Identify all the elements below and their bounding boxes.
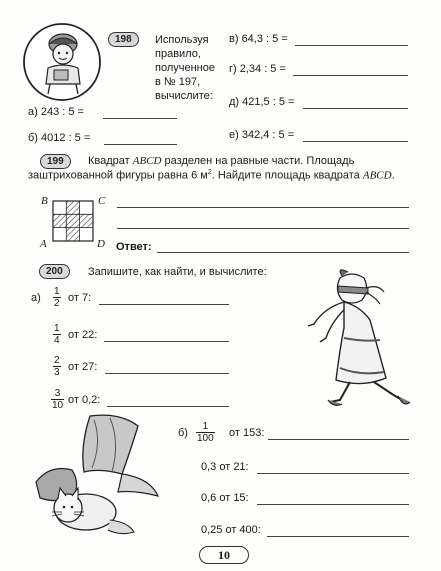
task-200-a2: от 22: — [68, 329, 98, 341]
instruction-line: вычислите: — [155, 90, 213, 102]
task-200-b1: от 153: — [229, 427, 265, 439]
exercise-number-badge: 198 — [108, 32, 139, 47]
fraction: $\frac{3}{10}$ — [52, 388, 64, 411]
fraction: $\frac{1}{100}$ — [197, 421, 214, 444]
solution-line[interactable] — [117, 207, 409, 208]
fraction: $\frac{1}{2}$ — [54, 286, 60, 309]
task-200-a4: от 0,2: — [68, 394, 101, 406]
task-200-a1: от 7: — [68, 292, 92, 304]
exercise-198-instruction — [155, 33, 215, 103]
answer-line[interactable] — [99, 304, 229, 305]
cat-with-hat-illustration — [30, 412, 170, 542]
corner-label-c: C — [98, 195, 106, 207]
task-198-b: б) 4012 : 5 = — [28, 132, 91, 144]
task-200-b3: 0,6 от 15: — [201, 492, 249, 504]
exercise-199-text-line2: заштрихованной фигуры равна 6 $м^2$. Найдите площадь квадрата ABCD. — [28, 169, 395, 182]
task-200-a3: от 27: — [68, 361, 98, 373]
page-number: 10 — [199, 546, 249, 564]
answer-line[interactable] — [303, 108, 408, 109]
answer-line[interactable] — [157, 252, 409, 253]
task-200-b2: 0,3 от 21: — [201, 461, 249, 473]
answer-line[interactable] — [103, 118, 177, 119]
task-198-g: г) 2,34 : 5 = — [229, 63, 286, 75]
square-abcd-diagram — [52, 200, 94, 242]
part-a-label: а) — [31, 292, 41, 304]
task-198-a: а) 243 : 5 = — [28, 106, 84, 118]
answer-line[interactable] — [295, 45, 408, 46]
answer-line[interactable] — [104, 144, 177, 145]
exercise-200-instruction: Запишите, как найти, и вычислите: — [88, 266, 267, 278]
answer-line[interactable] — [267, 536, 409, 537]
instruction-line: в № 197, — [155, 76, 201, 88]
corner-label-b: B — [41, 195, 48, 207]
answer-line[interactable] — [303, 141, 408, 142]
instruction-line: Используя — [155, 34, 209, 46]
corner-label-a: A — [40, 238, 47, 250]
exercise-number-badge: 199 — [40, 154, 71, 169]
answer-line[interactable] — [107, 406, 229, 407]
corner-label-d: D — [97, 238, 105, 250]
fraction: $\frac{1}{4}$ — [54, 323, 60, 346]
part-b-label: б) — [178, 427, 188, 439]
blindfolded-girl-illustration — [300, 268, 430, 418]
answer-line[interactable] — [293, 75, 408, 76]
answer-line[interactable] — [268, 439, 409, 440]
fraction: $\frac{2}{3}$ — [54, 355, 60, 378]
task-198-d: д) 421,5 : 5 = — [229, 96, 295, 108]
task-198-e: е) 342,4 : 5 = — [229, 129, 295, 141]
exercise-199-text-line1: Квадрат ABCD разделен на равные части. Площадь — [88, 155, 355, 167]
instruction-line: правило, — [155, 48, 201, 60]
answer-line[interactable] — [104, 341, 229, 342]
instruction-line: полученное — [155, 62, 215, 74]
boy-illustration — [20, 18, 110, 106]
exercise-number-badge: 200 — [39, 264, 70, 279]
task-198-v: в) 64,3 : 5 = — [229, 33, 288, 45]
answer-line[interactable] — [105, 373, 229, 374]
task-200-b4: 0,25 от 400: — [201, 524, 261, 536]
solution-line[interactable] — [117, 228, 409, 229]
answer-label: Ответ: — [116, 241, 152, 253]
answer-line[interactable] — [257, 504, 409, 505]
answer-line[interactable] — [257, 473, 409, 474]
